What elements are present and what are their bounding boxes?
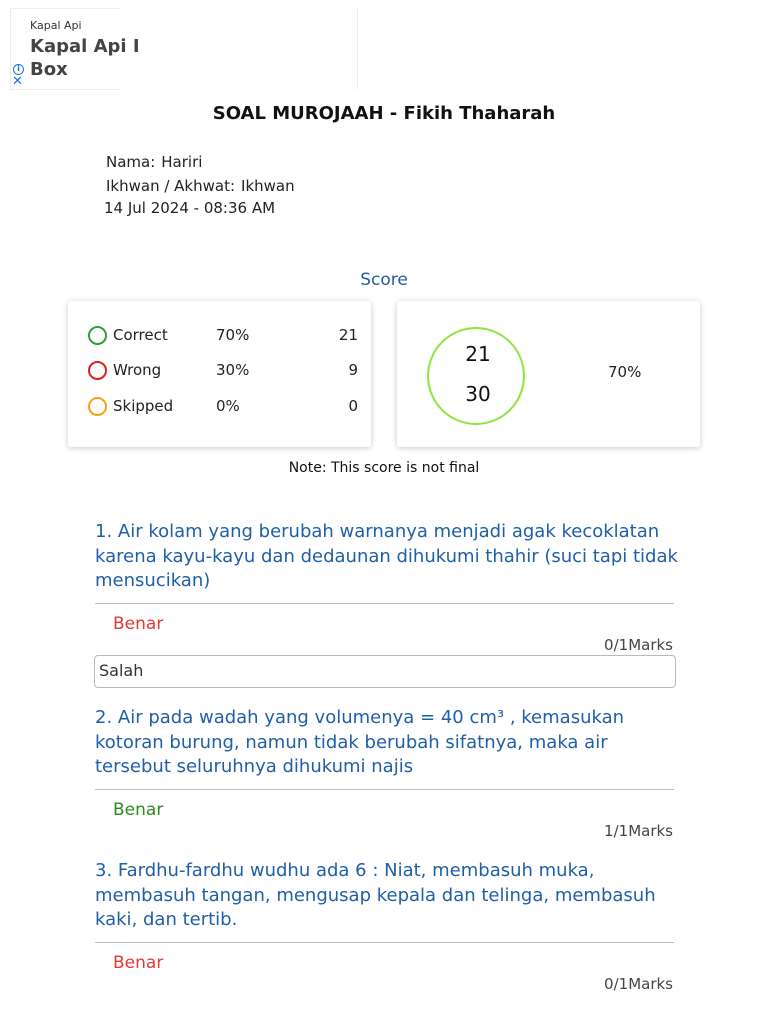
ad-brand: Kapal Api [30, 19, 82, 32]
ad-headline-line2[interactable]: Box [30, 59, 68, 80]
score-row-count: 21 [338, 326, 358, 344]
question-divider [95, 942, 674, 943]
gender-label: Ikhwan / Akhwat: [106, 177, 236, 195]
info-icon[interactable]: i [13, 64, 24, 75]
question-marks: 0/1Marks [604, 636, 673, 654]
score-row-count: 0 [348, 397, 358, 415]
score-row-label: Skipped [113, 397, 174, 415]
score-row-percent: 0% [216, 397, 240, 415]
correct-circle-icon [88, 326, 107, 345]
ad-headline[interactable] [30, 35, 140, 81]
student-gender-row [106, 177, 295, 195]
gender-value: Ikhwan [241, 177, 295, 195]
answer-value: Benar [113, 614, 164, 634]
question-divider [95, 603, 674, 604]
ad-banner[interactable] [10, 8, 140, 90]
student-name-row [106, 153, 202, 171]
score-summary-card [397, 301, 700, 447]
question-divider [95, 789, 674, 790]
score-row-correct [88, 325, 358, 345]
score-row-percent: 70% [216, 326, 250, 344]
ad-divider [357, 8, 358, 90]
ring-percent: 70% [608, 363, 642, 381]
score-row-label: Correct [113, 326, 168, 344]
correct-answer-box: Salah [94, 655, 676, 688]
score-note: Note: This score is not final [288, 460, 480, 476]
answer-value: Benar [113, 953, 164, 973]
name-label: Nama: [106, 153, 156, 171]
score-row-percent: 30% [216, 361, 250, 379]
ring-total-count: 30 [465, 382, 491, 406]
score-row-count: 9 [348, 361, 358, 379]
score-heading: Score [360, 270, 408, 290]
score-row-skipped [88, 396, 358, 416]
submission-datetime: 14 Jul 2024 - 08:36 AM [104, 199, 276, 217]
question-text: 1. Air kolam yang berubah warnanya menjadi agak kecoklatan karena kayu-kayu dan dedaunan dihukumi thahir (suci tapi tidak mensucikan) [95, 521, 678, 591]
name-value: Hariri [161, 153, 203, 171]
close-icon[interactable]: ✕ [12, 74, 23, 89]
ad-headline-line1[interactable]: Kapal Api I [30, 36, 140, 57]
score-breakdown-card [68, 301, 371, 447]
score-ring [427, 327, 525, 425]
wrong-circle-icon [88, 361, 107, 380]
ring-correct-count: 21 [465, 342, 491, 366]
question-marks: 0/1Marks [604, 975, 673, 993]
score-row-wrong [88, 360, 358, 380]
answer-value: Benar [113, 800, 164, 820]
skipped-circle-icon [88, 397, 107, 416]
question-text: 2. Air pada wadah yang volumenya = 40 cm³ , kemasukan kotoran burung, namun tidak berubah sifatnya, maka air tersebut seluruhnya dihukumi najis [95, 707, 625, 777]
score-row-label: Wrong [113, 361, 162, 379]
question-marks: 1/1Marks [604, 822, 673, 840]
page-title: SOAL MUROJAAH - Fikih Thaharah [212, 103, 556, 124]
question-text: 3. Fardhu-fardhu wudhu ada 6 : Niat, membasuh muka, membasuh tangan, mengusap kepala dan telinga, membasuh kaki, dan tertib. [95, 860, 656, 930]
